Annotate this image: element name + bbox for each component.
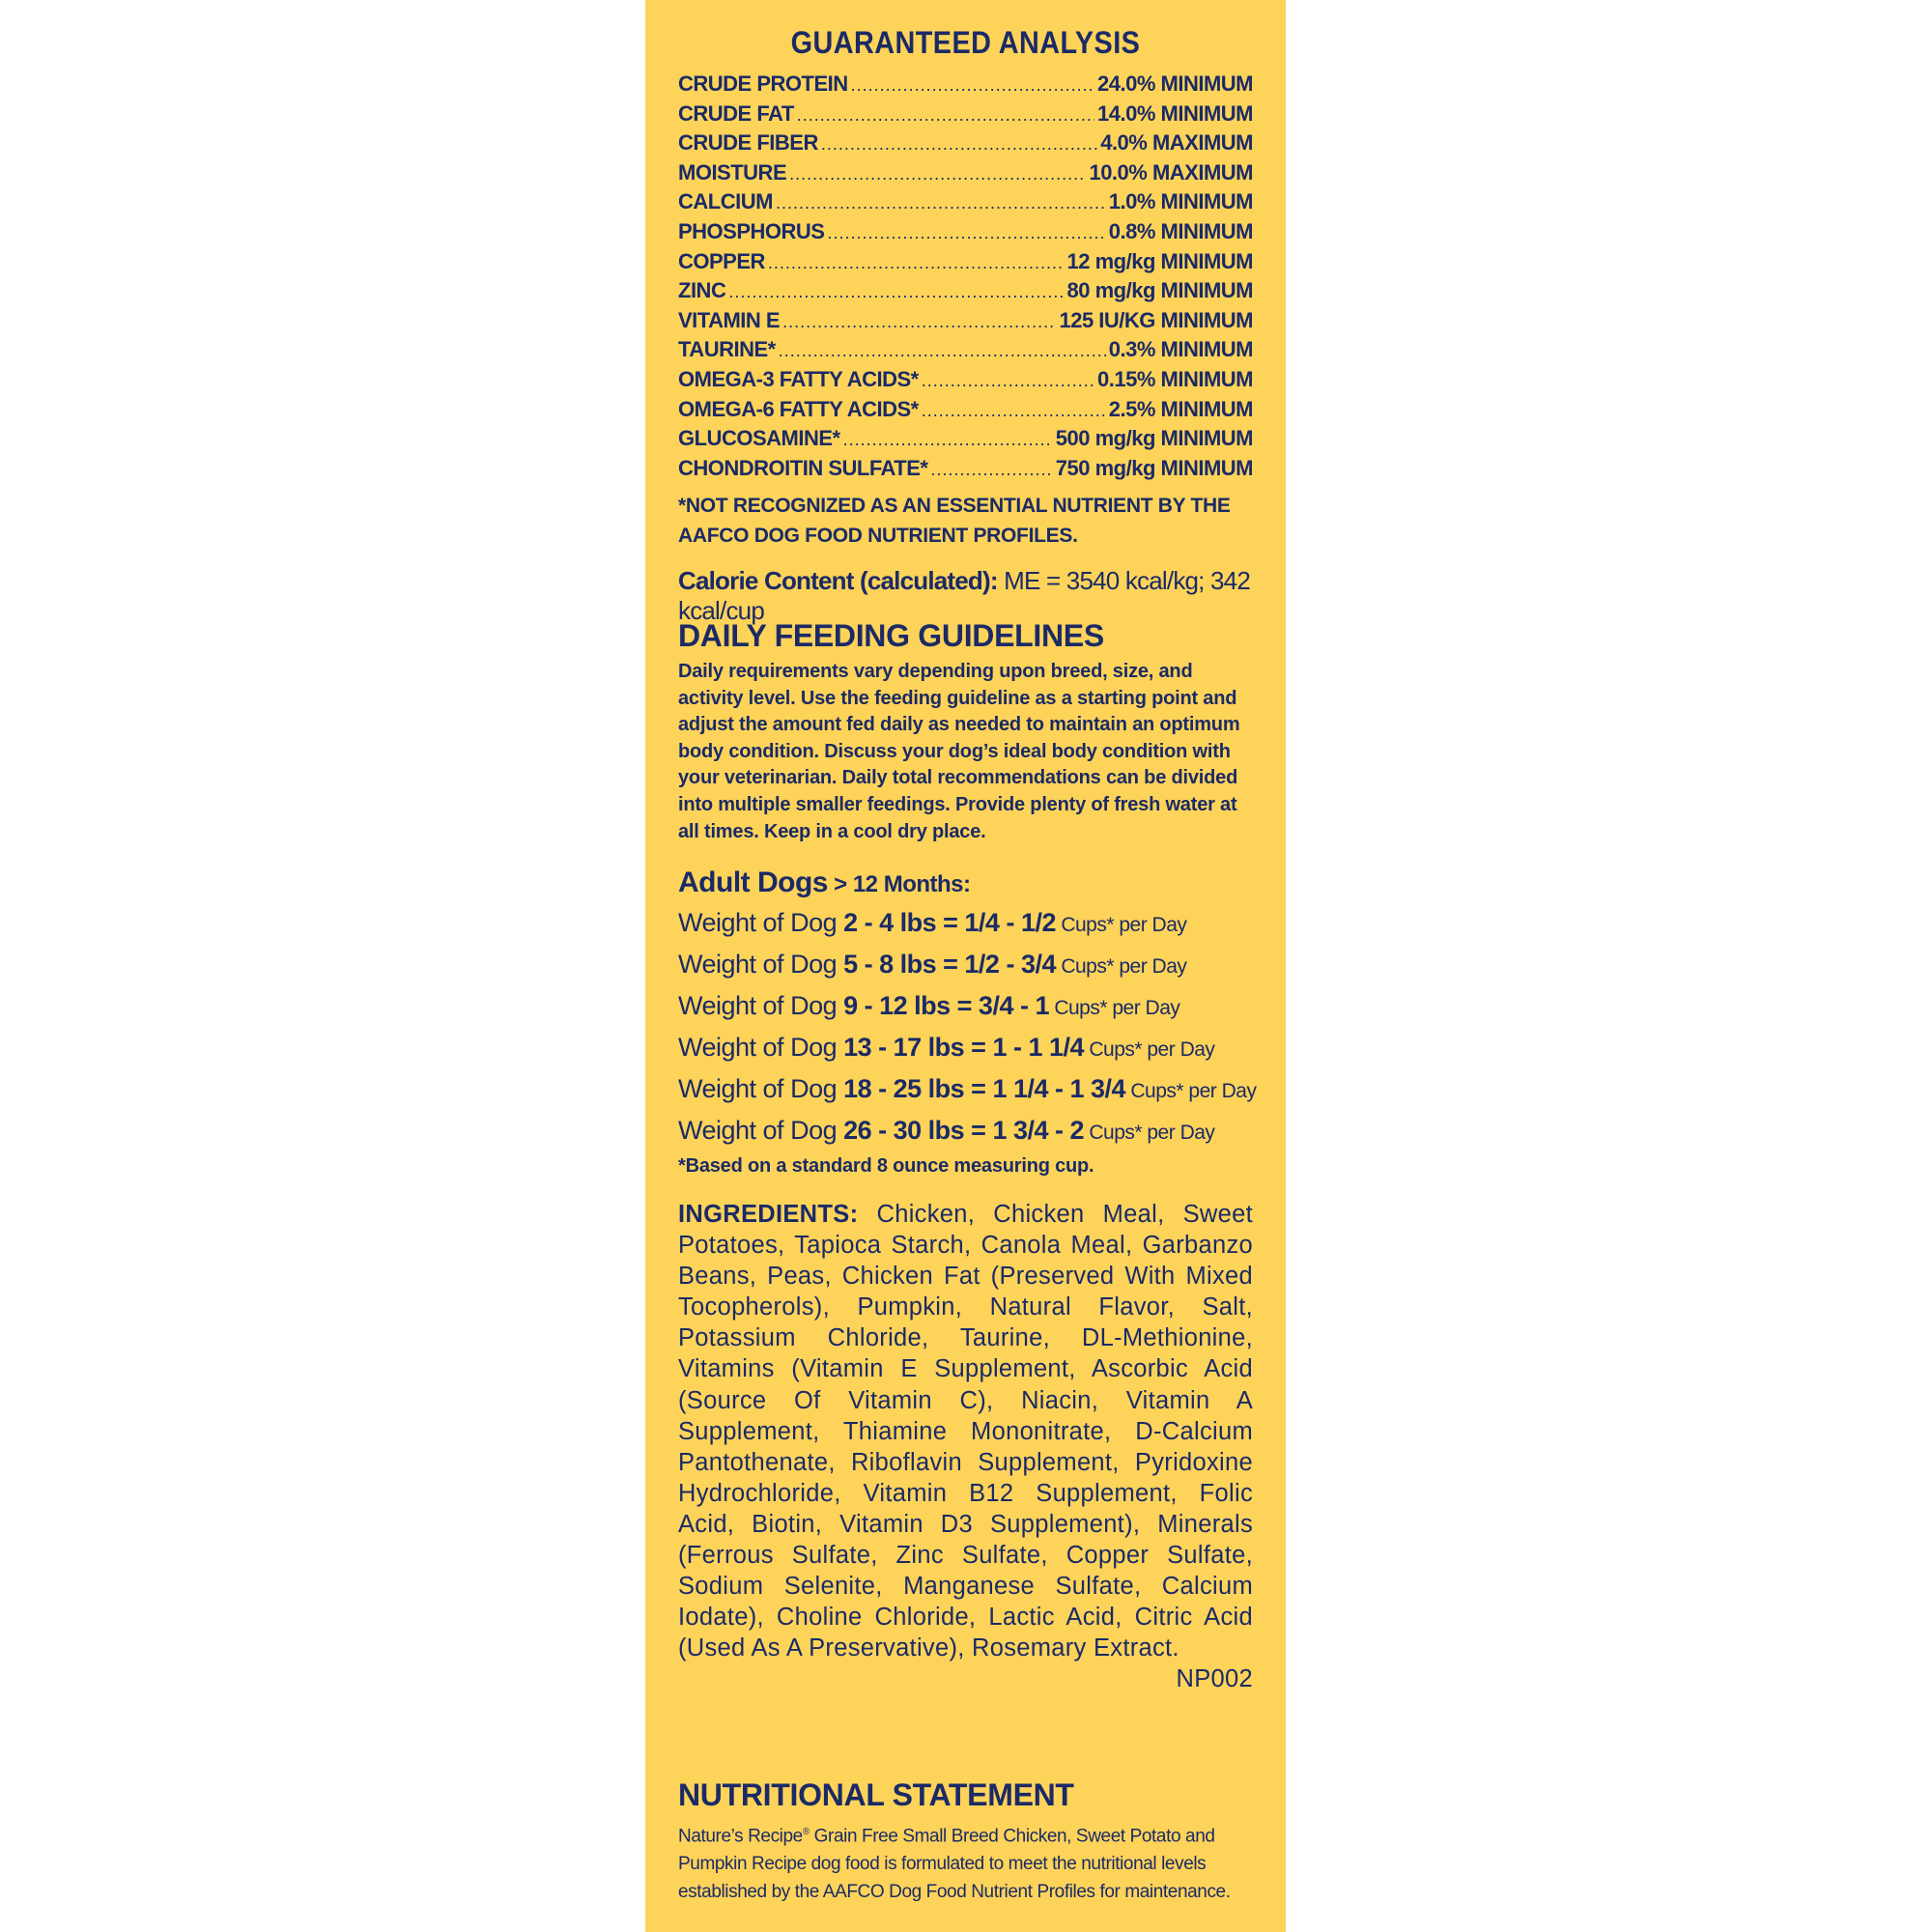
analysis-value: 0.3% MINIMUM	[1108, 337, 1253, 362]
measuring-cup-footnote: *Based on a standard 8 ounce measuring cup.	[678, 1155, 1094, 1177]
dot-leader	[782, 312, 1056, 332]
feeding-unit: Cups* per Day	[1055, 955, 1187, 978]
adult-dogs-title-main: Adult Dogs	[678, 867, 828, 898]
analysis-value: 1.0% MINIMUM	[1108, 189, 1253, 214]
analysis-name: MOISTURE	[678, 159, 787, 185]
calorie-label: Calorie Content (calculated):	[678, 566, 998, 595]
dot-leader	[797, 105, 1094, 126]
analysis-row	[678, 219, 1253, 249]
feeding-unit: Cups* per Day	[1048, 997, 1180, 1019]
feeding-row	[678, 1074, 1257, 1116]
analysis-value: 500 mg/kg MINIMUM	[1055, 426, 1253, 451]
calorie-content	[678, 566, 1253, 626]
analysis-name: OMEGA-6 FATTY ACIDS*	[678, 396, 919, 421]
dot-leader	[851, 75, 1094, 96]
dot-leader	[827, 223, 1105, 243]
feeding-unit: Cups* per Day	[1084, 1038, 1215, 1061]
analysis-value: 10.0% MAXIMUM	[1089, 159, 1253, 185]
analysis-name: OMEGA-3 FATTY ACIDS*	[678, 366, 919, 391]
adult-dogs-title-sub: > 12 Months:	[827, 871, 971, 897]
dot-leader	[922, 371, 1094, 391]
feeding-range: 5 - 8 lbs = 1/2 - 3/4	[843, 950, 1056, 979]
dot-leader	[821, 134, 1097, 155]
feeding-row	[678, 1116, 1253, 1157]
analysis-row	[678, 101, 1253, 131]
nutritional-statement-title: NUTRITIONAL STATEMENT	[678, 1777, 1074, 1812]
brand-name: Nature’s Recipe	[678, 1826, 803, 1847]
ingredients-block	[678, 1199, 1253, 1695]
analysis-name: TAURINE*	[678, 337, 776, 362]
product-code: NP002	[1176, 1665, 1253, 1693]
feeding-unit: Cups* per Day	[1084, 1122, 1215, 1144]
analysis-row	[678, 308, 1253, 338]
analysis-value: 0.8% MINIMUM	[1108, 218, 1253, 243]
analysis-value: 750 mg/kg MINIMUM	[1055, 455, 1253, 480]
feeding-row	[678, 1033, 1253, 1074]
analysis-row	[678, 337, 1253, 367]
ingredients-text: Chicken, Chicken Meal, Sweet Potatoes, Tapioca Starch, Canola Meal, Garbanzo Beans, Peas, Chicken Fat (Preserved With Mixed Tocopherols), Pumpkin, Natural Flavor, Salt, Potassium Chloride, Taurine, DL-Methionine, Vitamins (Vitamin E Supplement, Ascorbic Acid (Source Of Vitamin C), Niacin, Vitamin A Supplement, Thiamine Mononitrate, D-Calcium Pantothenate, Riboflavin Supplement, Pyridoxine Hydrochloride, Vitamin B12 Supplement, Folic Acid, Biotin, Vitamin D3 Supplement), Minerals (Ferrous Sulfate, Zinc Sulfate, Copper Sulfate, Sodium Selenite, Manganese Sulfate, Calcium Iodate), Choline Chloride, Lactic Acid, Citric Acid (Used As A Preservative), Rosemary Extract.	[678, 1201, 1253, 1662]
analysis-value: 0.15% MINIMUM	[1097, 366, 1253, 391]
registered-mark: ®	[802, 1827, 810, 1837]
dot-leader	[922, 401, 1106, 421]
analysis-row	[678, 130, 1253, 160]
feeding-prefix: Weight of Dog	[678, 991, 844, 1020]
daily-feeding-title: DAILY FEEDING GUIDELINES	[678, 618, 1104, 653]
feeding-prefix: Weight of Dog	[678, 950, 844, 979]
analysis-name: GLUCOSAMINE*	[678, 426, 840, 451]
analysis-value: 14.0% MINIMUM	[1097, 100, 1253, 126]
adult-dogs-title	[678, 867, 1253, 899]
analysis-row	[678, 456, 1253, 486]
dot-leader	[930, 460, 1052, 480]
feeding-prefix: Weight of Dog	[678, 908, 844, 937]
feeding-prefix: Weight of Dog	[678, 1074, 844, 1103]
dot-leader	[768, 253, 1065, 273]
analysis-name: PHOSPHORUS	[678, 218, 825, 243]
feeding-range: 2 - 4 lbs = 1/4 - 1/2	[843, 908, 1056, 937]
analysis-name: COPPER	[678, 248, 765, 273]
aafco-footnote: *NOT RECOGNIZED AS AN ESSENTIAL NUTRIENT BY THE AAFCO DOG FOOD NUTRIENT PROFILES.	[678, 495, 1231, 547]
analysis-row	[678, 189, 1253, 219]
calorie-value: ME = 3540 kcal/kg; 342 kcal/cup	[678, 566, 1250, 625]
feeding-range: 26 - 30 lbs = 1 3/4 - 2	[843, 1116, 1085, 1145]
analysis-row	[678, 160, 1253, 190]
feeding-row	[678, 908, 1253, 950]
guaranteed-analysis-title: GUARANTEED ANALYSIS	[790, 25, 1141, 60]
analysis-value: 80 mg/kg MINIMUM	[1066, 278, 1253, 303]
statement-body: Grain Free Small Breed Chicken, Sweet Potato and Pumpkin Recipe dog food is formulated to meet the nutritional levels established by the AAFCO Dog Food Nutrient Profiles for maintenance.	[678, 1826, 1231, 1903]
analysis-row	[678, 426, 1253, 456]
guaranteed-analysis-table	[678, 71, 1253, 485]
feeding-table	[678, 908, 1257, 1157]
analysis-row	[678, 367, 1253, 397]
feeding-row	[678, 991, 1253, 1033]
feeding-prefix: Weight of Dog	[678, 1033, 844, 1062]
analysis-value: 2.5% MINIMUM	[1108, 396, 1253, 421]
analysis-value: 4.0% MAXIMUM	[1100, 130, 1253, 156]
feeding-range: 18 - 25 lbs = 1 1/4 - 1 3/4	[843, 1074, 1126, 1103]
analysis-name: CRUDE FAT	[678, 100, 794, 126]
feeding-range: 9 - 12 lbs = 3/4 - 1	[843, 991, 1049, 1020]
analysis-row	[678, 71, 1253, 101]
analysis-name: CRUDE PROTEIN	[678, 71, 848, 96]
ingredients-label: INGREDIENTS:	[678, 1201, 859, 1228]
analysis-row	[678, 397, 1253, 427]
analysis-row	[678, 278, 1253, 308]
label-panel	[645, 0, 1286, 1932]
analysis-row	[678, 249, 1253, 279]
feeding-range: 13 - 17 lbs = 1 - 1 1/4	[843, 1033, 1085, 1062]
dot-leader	[843, 430, 1053, 450]
analysis-value: 125 IU/KG MINIMUM	[1059, 307, 1253, 332]
analysis-name: CRUDE FIBER	[678, 130, 818, 156]
dot-leader	[789, 164, 1086, 185]
analysis-value: 12 mg/kg MINIMUM	[1066, 248, 1253, 273]
daily-feeding-text: Daily requirements vary depending upon breed, size, and activity level. Use the feeding guideline as a starting point and adjust the amount fed daily as needed to maintain an optimum body condition. Discuss your dog’s ideal body condition with your veterinarian. Daily total recommendations can be divided into multiple smaller feedings. Provide plenty of fresh water at all times. Keep in a cool dry place.	[678, 661, 1240, 842]
analysis-value: 24.0% MINIMUM	[1097, 71, 1253, 96]
analysis-name: ZINC	[678, 278, 726, 303]
analysis-name: VITAMIN E	[678, 307, 781, 332]
feeding-unit: Cups* per Day	[1125, 1080, 1257, 1102]
feeding-unit: Cups* per Day	[1055, 914, 1187, 936]
dot-leader	[776, 193, 1106, 213]
analysis-name: CALCIUM	[678, 189, 773, 214]
dot-leader	[779, 341, 1106, 361]
nutritional-statement-text	[678, 1818, 1253, 1906]
analysis-name: CHONDROITIN SULFATE*	[678, 455, 928, 480]
feeding-prefix: Weight of Dog	[678, 1116, 844, 1145]
feeding-row	[678, 950, 1253, 991]
dot-leader	[728, 282, 1064, 302]
